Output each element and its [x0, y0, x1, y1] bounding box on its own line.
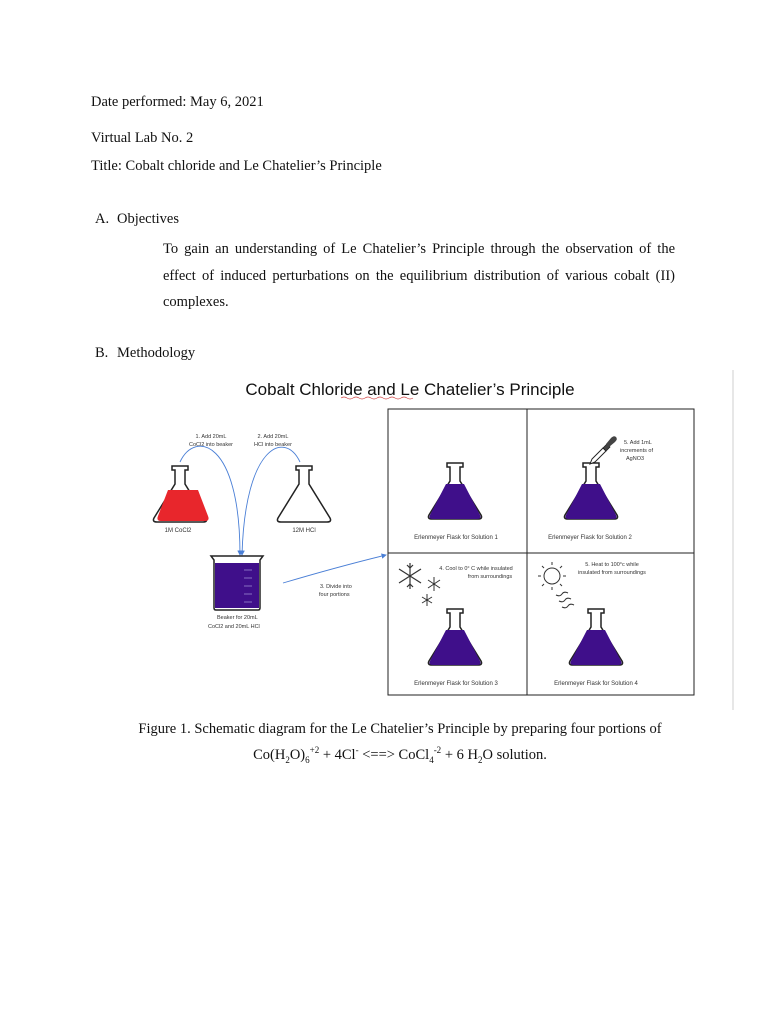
section-title: Methodology: [117, 345, 196, 361]
eq-subscript: 2: [477, 754, 483, 765]
flask-hcl: [277, 466, 330, 522]
step5-drop-line3: AgNO3: [626, 456, 645, 462]
eq-subscript: 4: [429, 754, 434, 765]
step4-label-line1: 4. Cool to 0° C while insulated: [439, 566, 513, 572]
date-performed: Date performed: May 6, 2021: [91, 94, 264, 110]
figure-caption-line1: Figure 1. Schematic diagram for the Le Chatelier’s Principle by preparing four portions of: [138, 721, 662, 737]
section-letter: A.: [95, 211, 110, 227]
step2-label-line2: HCl into beaker: [254, 442, 292, 448]
eq-superscript: -2: [433, 745, 442, 756]
step5-heat-line2: insulated from surroundings: [578, 570, 646, 576]
snowflake-icon: [399, 563, 421, 589]
flask-right-label: 12M HCl: [292, 528, 316, 534]
step4-label-line2: from surroundings: [467, 574, 513, 580]
panel3-label: Erlenmeyer Flask for Solution 3: [414, 681, 498, 687]
section-title: Objectives: [117, 211, 180, 227]
step5-drop-line2: increments of: [620, 448, 654, 454]
flask-cocl2: [153, 466, 208, 522]
figure-caption-equation: [90, 746, 710, 764]
step3-label-line1: 3. Divide into: [320, 584, 352, 590]
step3-label-line2: four portions: [319, 592, 350, 598]
beaker-label-line1: Beaker for 20mL: [217, 615, 258, 621]
eq-part: + 6 H: [441, 747, 478, 763]
sun-icon: [538, 562, 566, 590]
eq-part: + 4Cl: [319, 747, 356, 763]
panel1-label: Erlenmeyer Flask for Solution 1: [414, 535, 498, 541]
lab-number: Virtual Lab No. 2: [91, 130, 194, 146]
snowflake-icon: [428, 577, 440, 591]
panel1-flask: [428, 463, 481, 519]
panel4-label: Erlenmeyer Flask for Solution 4: [554, 681, 638, 687]
eq-superscript: +2: [309, 745, 320, 756]
panel3-flask: [428, 609, 481, 665]
step2-label-line1: 2. Add 20mL: [257, 434, 289, 440]
eq-part: O): [289, 747, 306, 763]
panel2-flask: [564, 463, 617, 519]
document-title: Title: Cobalt chloride and Le Chatelier’s Principle: [91, 158, 382, 174]
step5-drop-line1: 5. Add 1mL: [624, 440, 652, 446]
step1-label-line1: 1. Add 20mL: [195, 434, 227, 440]
step1-label-line2: CoCl2 into beaker: [188, 442, 234, 448]
section-letter: B.: [95, 345, 109, 361]
objectives-line: To gain an understanding of Le Chatelier’s Principle through the observation of the: [163, 241, 675, 257]
objectives-line: effect of induced perturbations on the equilibrium distribution of various cobalt (II): [163, 267, 675, 284]
heat-waves-icon: [556, 592, 574, 608]
eq-part: Co(H: [253, 747, 286, 763]
arrow-step3: [283, 555, 386, 583]
objectives-line: complexes.: [163, 294, 229, 310]
eq-subscript: 6: [305, 754, 310, 765]
diagram-title: Cobalt Chloride and Le Chatelier’s Principle: [245, 380, 575, 399]
panel2-label: Erlenmeyer Flask for Solution 2: [548, 535, 632, 541]
step5-heat-line1: 5. Heat to 100°c while: [585, 562, 639, 568]
panel4-flask: [569, 609, 622, 665]
eq-part: <==> CoCl: [358, 747, 430, 763]
eq-superscript: -: [355, 745, 359, 756]
beaker: [211, 556, 263, 610]
eq-subscript: 2: [285, 754, 290, 765]
flask-left-label: 1M CoCl2: [164, 528, 192, 534]
snowflake-icon: [422, 594, 432, 606]
dropper-icon: [590, 436, 617, 464]
eq-part: O solution.: [482, 747, 547, 763]
beaker-label-line2: CoCl2 and 20mL HCl: [208, 624, 260, 630]
